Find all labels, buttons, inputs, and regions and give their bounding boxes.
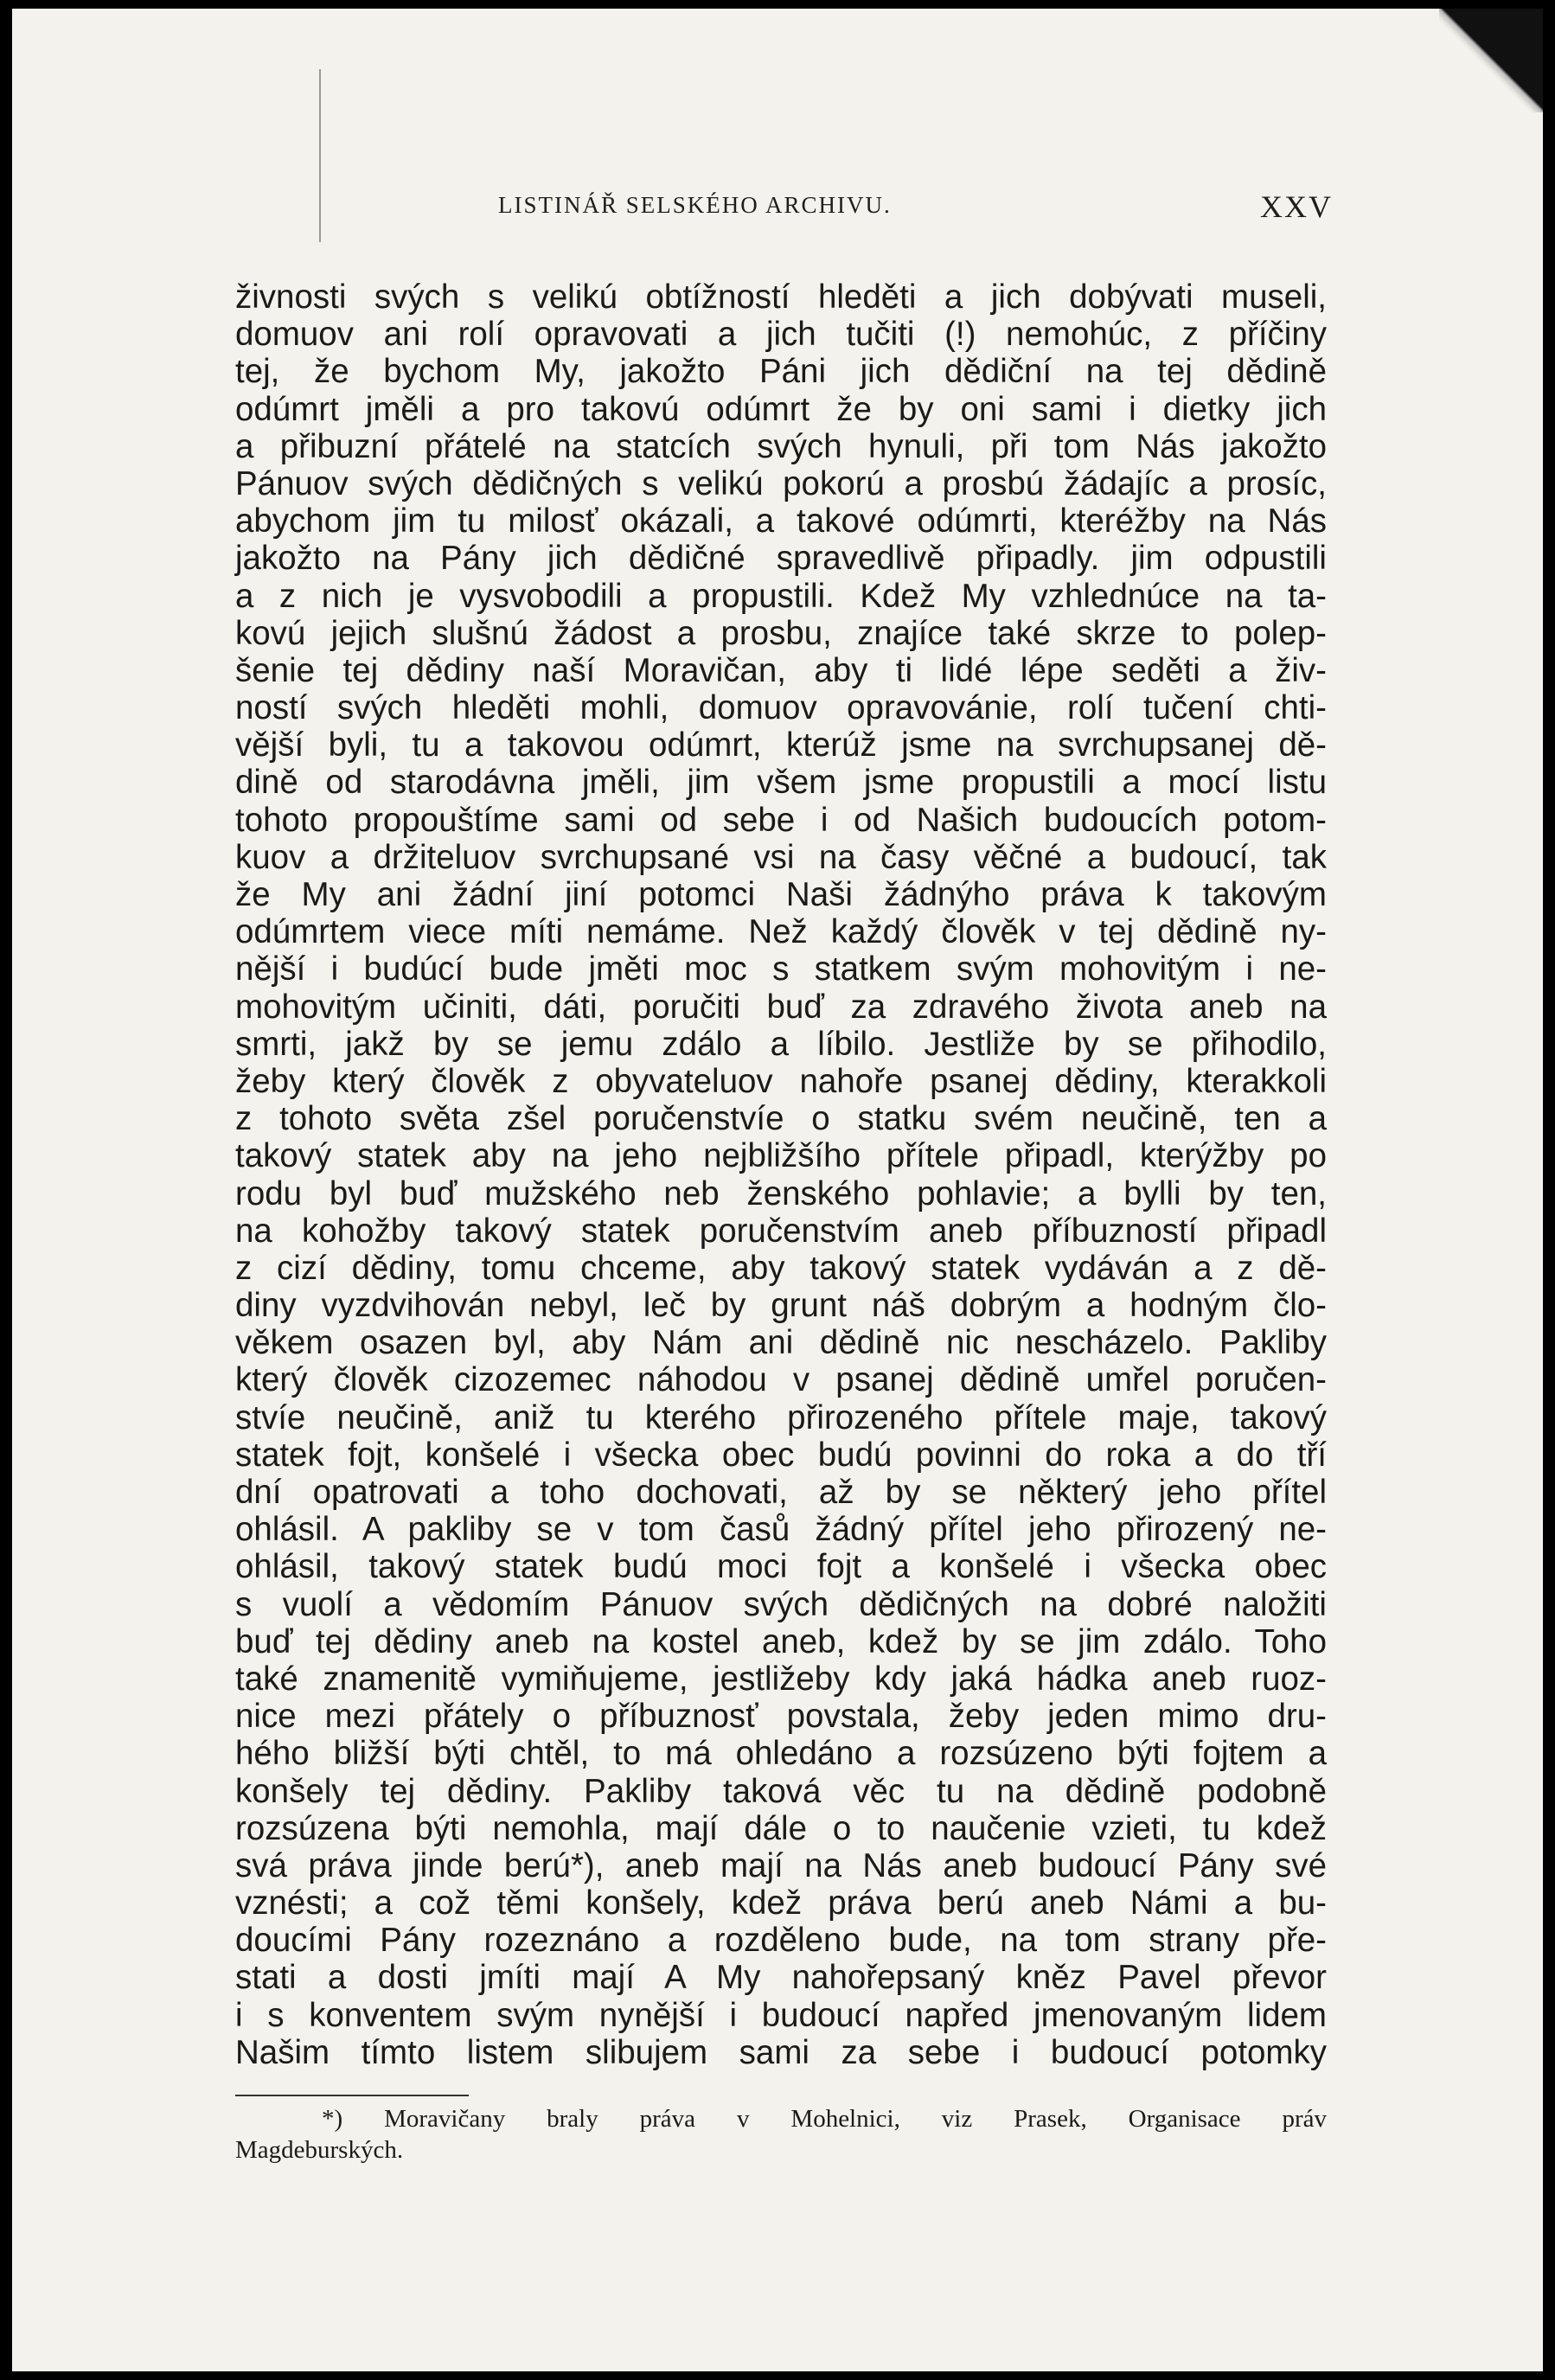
text-line: diny vyzdvihován nebyl, leč by grunt náš dobrým a hodným člo-: [235, 1287, 1327, 1325]
text-line: který člověk cizozemec náhodou v psanej dědině umřel poručen-: [235, 1361, 1327, 1399]
footnote: [235, 2103, 1327, 2166]
text-line: svá práva jinde berú*), aneb mají na Nás aneb budoucí Pány své: [235, 1846, 1327, 1884]
text-line: odúmrtem viece míti nemáme. Než každý člověk v tej dědině ny-: [235, 913, 1327, 951]
text-line: šenie tej dědiny naší Moravičan, aby ti lidé lépe seděti a živ-: [235, 651, 1327, 689]
text-line: kuov a držiteluov svrchupsané vsi na časy věčné a budoucí, tak: [235, 838, 1327, 876]
text-line: smrti, jakž by se jemu zdálo a líbilo. Jestliže by se přihodilo,: [235, 1025, 1327, 1063]
footnote-rule: [235, 2095, 469, 2096]
text-line: stati a dosti jmíti mají A My nahořepsaný kněz Pavel převor: [235, 1959, 1327, 1997]
text-line: také znamenitě vymiňujeme, jestližeby kdy jaká hádka aneb ruoz-: [235, 1660, 1327, 1698]
text-line: odúmrt jměli a pro takovú odúmrt že by oni sami i dietky jich: [235, 390, 1327, 428]
text-line: kovú jejich slušnú žádost a prosbu, znajíce také skrze to polep-: [235, 614, 1327, 652]
text-line: žeby který člověk z obyvateluov nahoře psanej dědiny, kterakkoli: [235, 1062, 1327, 1100]
text-line: doucími Pány rozeznáno a rozděleno bude, na tom strany pře-: [235, 1922, 1327, 1960]
text-line: statek fojt, konšelé i všecka obec budú povinni do roka a do tří: [235, 1436, 1327, 1474]
text-line: konšely tej dědiny. Pakliby taková věc tu na dědině podobně: [235, 1772, 1327, 1810]
text-line: hého bližší býti chtěl, to má ohledáno a rozsúzeno býti fojtem a: [235, 1735, 1327, 1773]
scanned-page: [12, 9, 1543, 2371]
text-line: vznésti; a což těmi konšely, kdež práva berú aneb Námi a bu-: [235, 1884, 1327, 1923]
text-line: živnosti svých s velikú obtížností hleděti a jich dobývati museli,: [235, 278, 1327, 316]
text-line: nější i budúcí bude jměti moc s statkem svým mohovitým i ne-: [235, 950, 1327, 988]
text-line: vější byli, tu a takovou odúmrt, kterúž jsme na svrchupsanej dě-: [235, 726, 1327, 765]
text-line: tohoto propouštíme sami od sebe i od Našich budoucích potom-: [235, 801, 1327, 839]
text-line: věkem osazen byl, aby Nám ani dědině nic nescházelo. Pakliby: [235, 1324, 1327, 1362]
text-line: ností svých hleděti mohli, domuov opravovánie, rolí tučení chti-: [235, 689, 1327, 727]
footnote-line: Magdeburských.: [235, 2136, 404, 2164]
text-line: rodu byl buď mužského neb ženského pohlavie; a bylli by ten,: [235, 1174, 1327, 1212]
text-line: abychom jim tu milosť okázali, a takové odúmrti, kteréžby na Nás: [235, 502, 1327, 541]
text-line: a z nich je vysvobodili a propustili. Kdež My vzhlednúce na ta-: [235, 577, 1327, 615]
text-line: mohovitým učiniti, dáti, poručiti buď za zdravého života aneb na: [235, 988, 1327, 1026]
text-line: jakožto na Pány jich dědičné spravedlivě připadly. jim odpustili: [235, 540, 1327, 578]
text-line: stvíe neučině, aniž tu kterého přirozeného přítele maje, takový: [235, 1398, 1327, 1436]
text-line: že My ani žádní jiní potomci Naši žádnýho práva k takovým: [235, 876, 1327, 913]
text-line: na kohožby takový statek poručenstvím aneb příbuzností připadl: [235, 1212, 1327, 1250]
text-line: Pánuov svých dědičných s velikú pokorú a prosbú žádajíc a prosíc,: [235, 464, 1327, 502]
text-line: takový statek aby na jeho nejbližšího přítele připadl, kterýžby po: [235, 1137, 1327, 1175]
text-line: i s konventem svým nynější i budoucí napřed jmenovaným lidem: [235, 1996, 1327, 2034]
text-line: z tohoto světa zšel poručenstvíe o statku svém neučině, ten a: [235, 1100, 1327, 1138]
text-line: nice mezi přátely o příbuznosť povstala, žeby jeden mimo dru-: [235, 1698, 1327, 1736]
text-line: domuov ani rolí opravovati a jich tučiti (!) nemohúc, z příčiny: [235, 316, 1327, 354]
text-line: ohlásil, takový statek budú moci fojt a konšelé i všecka obec: [235, 1548, 1327, 1586]
running-title: LISTINÁŘ SELSKÉHO ARCHIVU.: [498, 192, 892, 218]
text-line: ohlásil. A pakliby se v tom časů žádný přítel jeho přirozený ne-: [235, 1511, 1327, 1549]
text-line: a přibuzní přátelé na statcích svých hynuli, při tom Nás jakožto: [235, 427, 1327, 465]
text-line: Našim tímto listem slibujem sami za sebe i budoucí potomky: [235, 2033, 1327, 2071]
body-text: [235, 278, 1327, 2071]
footnote-line: *) Moravičany braly práva v Mohelnici, viz Prasek, Organisace práv: [322, 2105, 1327, 2133]
text-line: buď tej dědiny aneb na kostel aneb, kdež by se jim zdálo. Toho: [235, 1622, 1327, 1660]
text-line: z cizí dědiny, tomu chceme, aby takový statek vydáván a z dě-: [235, 1249, 1327, 1287]
text-line: tej, že bychom My, jakožto Páni jich dědiční na tej dědině: [235, 353, 1327, 391]
text-line: dině od starodávna jměli, jim všem jsme propustili a mocí listu: [235, 764, 1327, 802]
page-corner-fold: [1439, 9, 1543, 112]
page-number: XXV: [1260, 189, 1333, 224]
text-line: s vuolí a vědomím Pánuov svých dědičných na dobré naložiti: [235, 1585, 1327, 1623]
text-line: rozsúzena býti nemohla, mají dále o to naučenie vzieti, tu kdež: [235, 1809, 1327, 1847]
page-header: [221, 189, 1333, 232]
text-line: dní opatrovati a toho dochovati, až by se některý jeho přítel: [235, 1474, 1327, 1511]
